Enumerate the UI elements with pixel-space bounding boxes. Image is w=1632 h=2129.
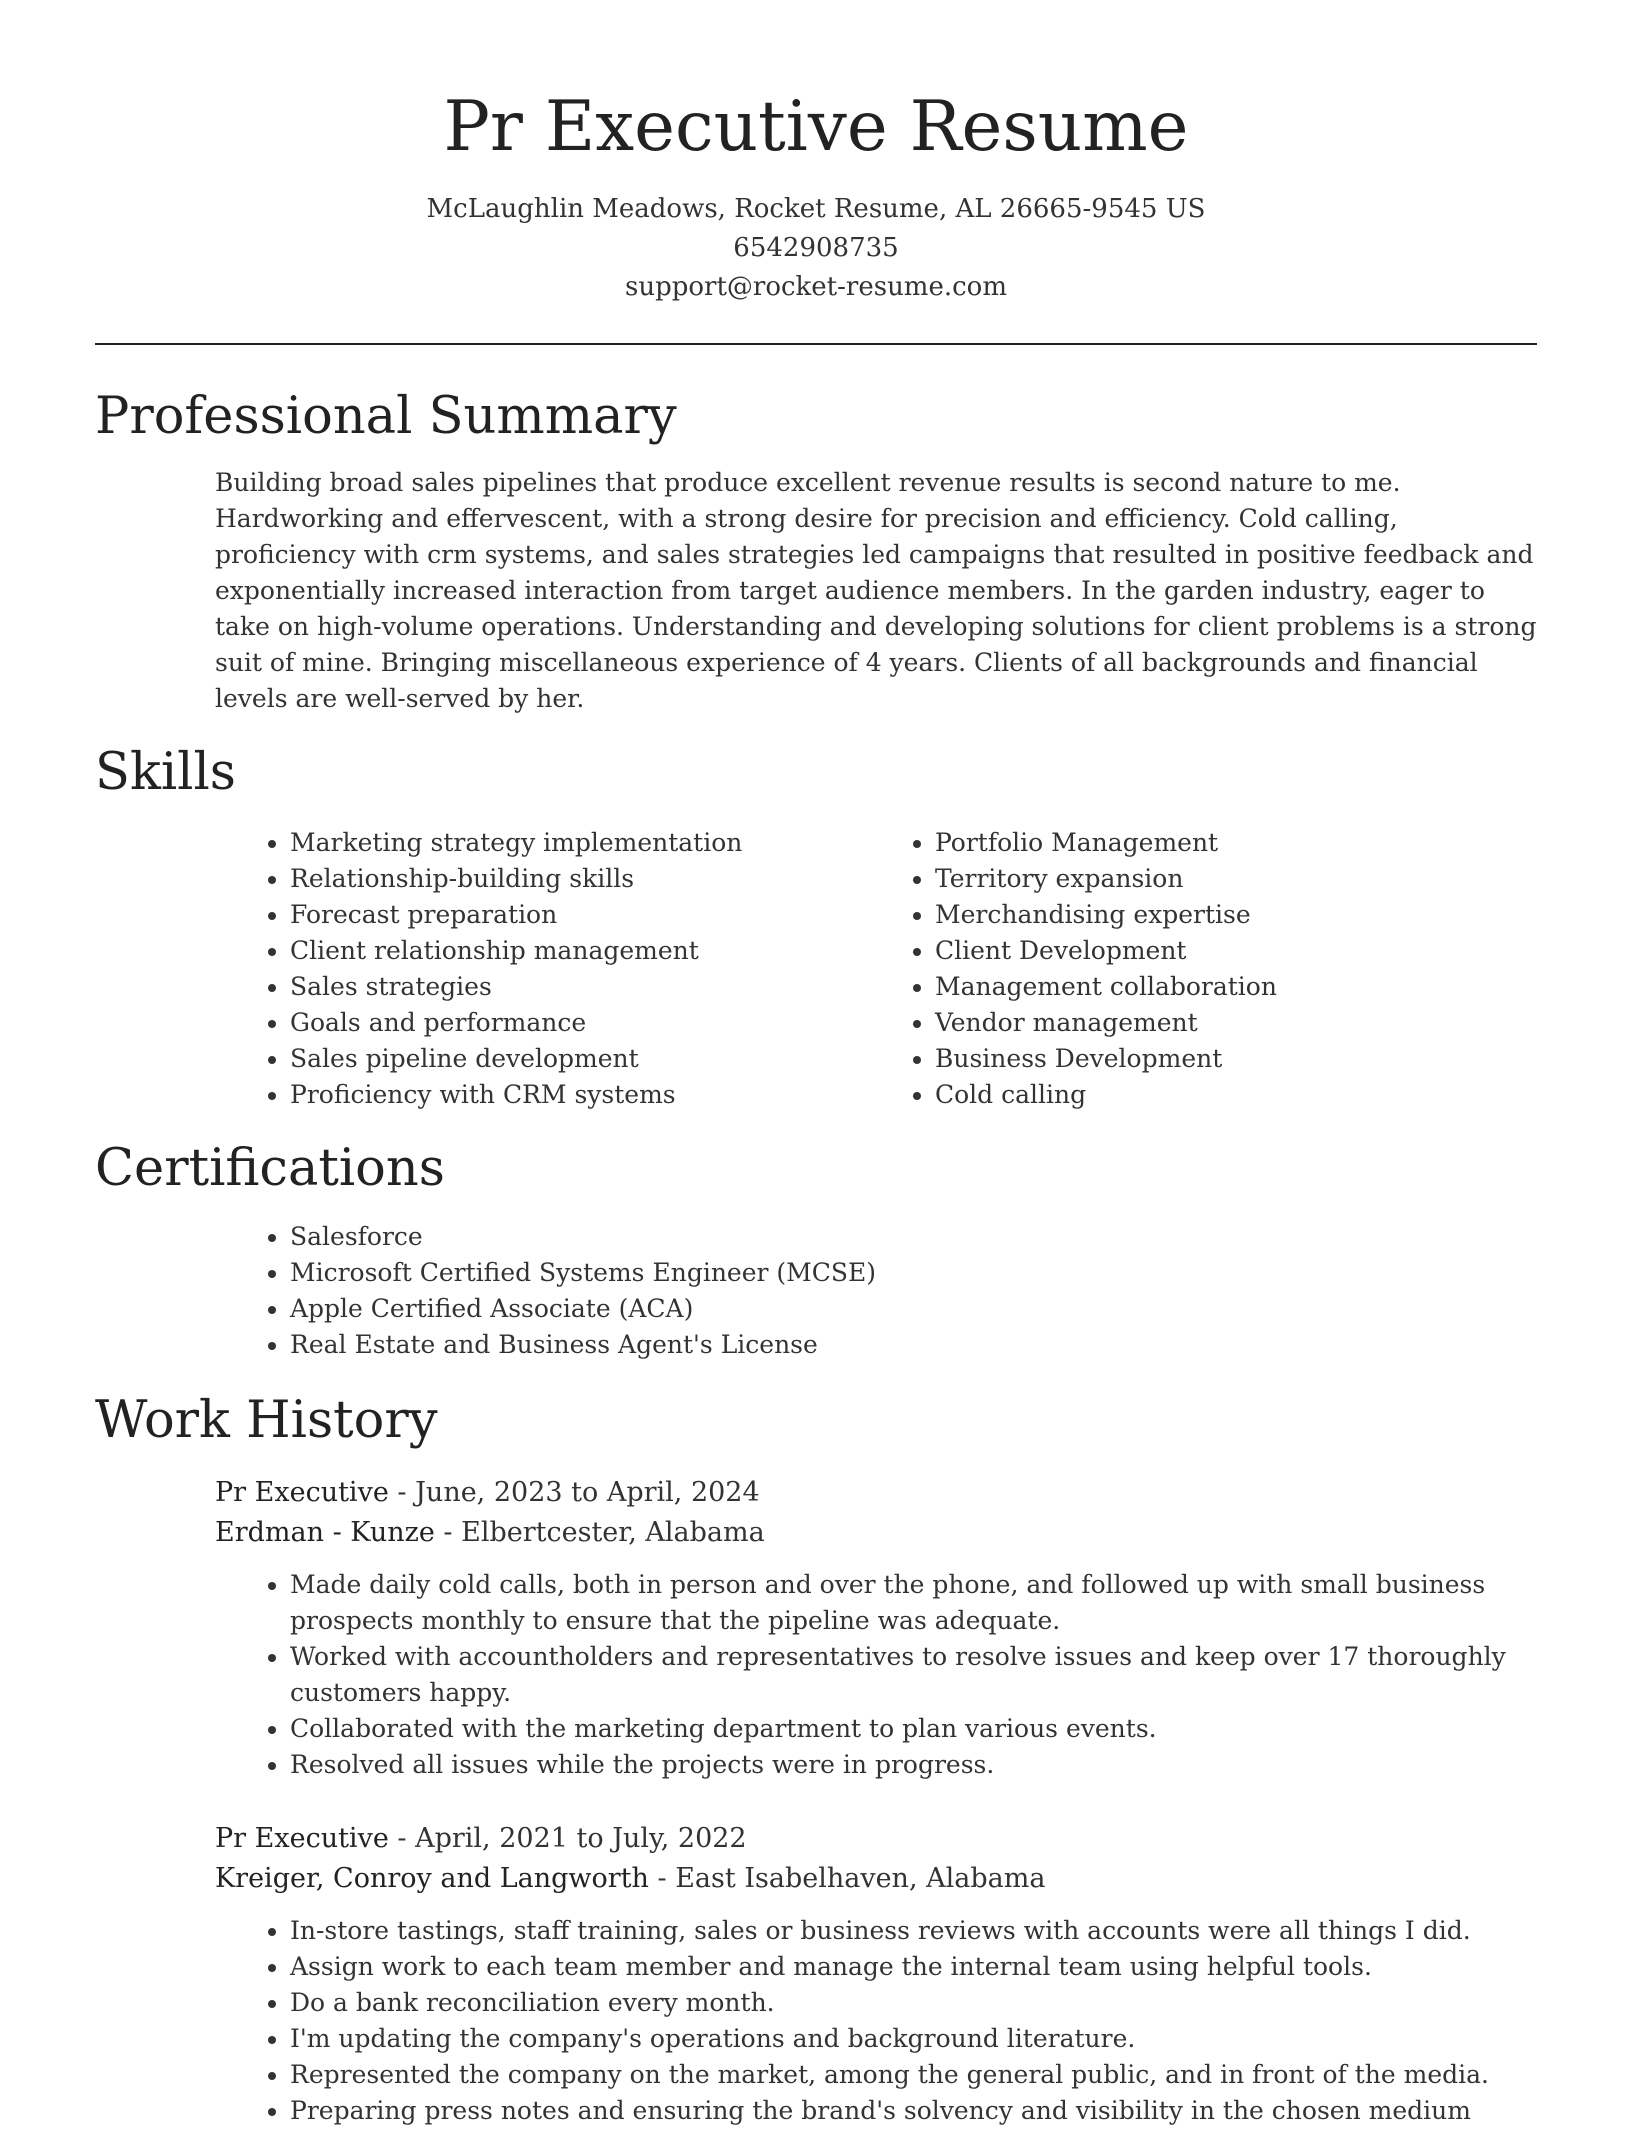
resume-name: Pr Executive Resume bbox=[443, 87, 1189, 167]
skill-item: • Sales pipeline development bbox=[290, 1041, 905, 1077]
contact-email: support@rocket-resume.com bbox=[624, 272, 1007, 302]
skills-column-right bbox=[905, 825, 1277, 1113]
job-duty-item: • Made daily cold calls, both in person and over the phone, and followed up with small business prospects monthly to ensure that the pipeline was adequate. bbox=[290, 1567, 1537, 1639]
certification-item: • Microsoft Certified Systems Engineer (MCSE) bbox=[290, 1255, 1537, 1291]
skill-item: • Sales strategies bbox=[290, 969, 905, 1005]
contact-info bbox=[95, 190, 1537, 307]
summary-heading: Professional Summary bbox=[95, 387, 677, 446]
skill-item: • Forecast preparation bbox=[290, 897, 905, 933]
skill-item: • Business Development bbox=[935, 1041, 1277, 1077]
job-title-line bbox=[215, 1819, 1537, 1859]
job-duty-item: • Resolved all issues while the projects were in progress. bbox=[290, 1747, 1537, 1783]
skill-item: • Management collaboration bbox=[935, 969, 1277, 1005]
certifications-heading: Certifications bbox=[95, 1139, 445, 1198]
skills-heading: Skills bbox=[95, 743, 236, 802]
resume-header bbox=[95, 0, 1537, 307]
skills-column-left bbox=[260, 825, 905, 1113]
skill-item: • Goals and performance bbox=[290, 1005, 905, 1041]
job-entry bbox=[215, 1819, 1537, 2129]
certification-item: • Apple Certified Associate (ACA) bbox=[290, 1291, 1537, 1327]
job-company: Kreiger, Conroy and Langworth bbox=[215, 1863, 649, 1894]
work-history-heading: Work History bbox=[95, 1391, 438, 1450]
skill-item: • Marketing strategy implementation bbox=[290, 825, 905, 861]
job-dates: - April, 2021 to July, 2022 bbox=[388, 1823, 747, 1854]
job-duty-item: • In-store tastings, staff training, sales or business reviews with accounts were all things I did. bbox=[290, 1913, 1537, 1949]
job-dates: - June, 2023 to April, 2024 bbox=[388, 1477, 760, 1508]
job-duties-list bbox=[260, 1567, 1537, 1783]
job-location: - Elbertcester, Alabama bbox=[434, 1517, 765, 1548]
job-entry bbox=[215, 1473, 1537, 1783]
job-duty-item: • Do a bank reconciliation every month. bbox=[290, 1985, 1537, 2021]
job-duty-item: • Collaborated with the marketing department to plan various events. bbox=[290, 1711, 1537, 1747]
job-title-line bbox=[215, 1473, 1537, 1513]
job-duty-item: • Preparing press notes and ensuring the brand's solvency and visibility in the chosen medium bbox=[290, 2093, 1537, 2129]
contact-phone: 6542908735 bbox=[733, 233, 899, 263]
skill-item: • Relationship-building skills bbox=[290, 861, 905, 897]
skill-item: • Merchandising expertise bbox=[935, 897, 1277, 933]
job-company-line bbox=[215, 1859, 1537, 1899]
job-position: Pr Executive bbox=[215, 1823, 389, 1854]
skill-item: • Vendor management bbox=[935, 1005, 1277, 1041]
job-position: Pr Executive bbox=[215, 1477, 389, 1508]
skill-item: • Territory expansion bbox=[935, 861, 1277, 897]
skill-item: • Portfolio Management bbox=[935, 825, 1277, 861]
certifications-list bbox=[260, 1219, 1537, 1363]
job-duty-item: • Assign work to each team member and manage the internal team using helpful tools. bbox=[290, 1949, 1537, 1985]
skill-item: • Client relationship management bbox=[290, 933, 905, 969]
job-duty-item: • Represented the company on the market, among the general public, and in front of the media. bbox=[290, 2057, 1537, 2093]
contact-address: McLaughlin Meadows, Rocket Resume, AL 26665-9545 US bbox=[426, 194, 1206, 224]
skills-list bbox=[260, 825, 1537, 1113]
job-duty-item: • Worked with accountholders and representatives to resolve issues and keep over 17 thoroughly customers happy. bbox=[290, 1639, 1537, 1711]
skill-item: • Client Development bbox=[935, 933, 1277, 969]
job-location: - East Isabelhaven, Alabama bbox=[648, 1863, 1046, 1894]
job-duty-item: • I'm updating the company's operations and background literature. bbox=[290, 2021, 1537, 2057]
job-company: Erdman - Kunze bbox=[215, 1517, 435, 1548]
skill-item: • Proficiency with CRM systems bbox=[290, 1077, 905, 1113]
skill-item: • Cold calling bbox=[935, 1077, 1277, 1113]
job-company-line bbox=[215, 1513, 1537, 1553]
job-duties-list bbox=[260, 1913, 1537, 2129]
header-divider bbox=[95, 343, 1537, 345]
certification-item: • Real Estate and Business Agent's License bbox=[290, 1327, 1537, 1363]
summary-text: Building broad sales pipelines that produce excellent revenue results is second nature to me. Hardworking and effervescent, with a strong desire for precision and efficiency. Cold calling, proficiency with crm systems, and sales strategies led campaigns that resulted in positive feedback and exponentially increased interaction from target audience members. In the garden industry, eager to take on high-volume operations. Understanding and developing solutions for client problems is a strong suit of mine. Bringing miscellaneous experience of 4 years. Clients of all backgrounds and financial levels are well-served by her. bbox=[215, 468, 1537, 713]
certification-item: • Salesforce bbox=[290, 1219, 1537, 1255]
